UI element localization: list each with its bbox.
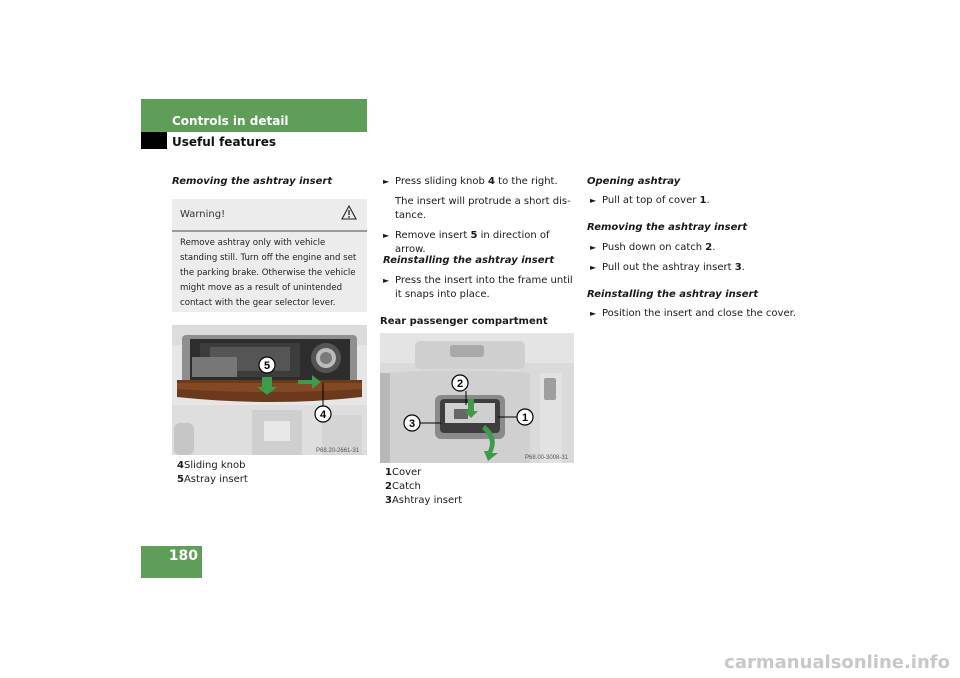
section-title: Controls in detail	[172, 114, 289, 128]
header-marker	[141, 132, 167, 149]
heading-opening-ashtray: Opening ashtray	[587, 176, 681, 187]
callout-3: 3	[408, 418, 416, 430]
step-push-catch: ► Push down on catch 2.	[590, 242, 716, 253]
image-code-2: P68.00-3008-31	[525, 455, 569, 461]
step-close-cover: ► Position the insert and close the cover.	[590, 308, 796, 319]
callout-5: 5	[263, 360, 271, 372]
warning-triangle-icon	[341, 205, 357, 220]
page-number: 180	[168, 548, 198, 564]
warning-text: Remove ashtray only with vehicle standing still. Turn off the engine and set the parking brake. Otherwise the vehicle might move as a result of unintended contact with the gear selector lever.	[180, 238, 357, 308]
section-subtitle: Useful features	[172, 135, 277, 149]
heading-removing-insert: Removing the ashtray insert	[172, 176, 333, 187]
rear-ashtray-image	[380, 333, 574, 463]
legend-col1	[177, 459, 248, 487]
col2-steps	[383, 175, 573, 257]
image-code-1: P68.20-2661-31	[316, 448, 360, 454]
legend-item: 2Catch	[385, 481, 421, 492]
heading-reinstall-1: Reinstalling the ashtray insert	[383, 255, 555, 266]
callout-2: 2	[456, 378, 464, 390]
legend-item: 1Cover	[385, 467, 422, 478]
heading-reinstall-2: Reinstalling the ashtray insert	[587, 289, 759, 300]
legend-item: 3Ashtray insert	[385, 495, 463, 506]
watermark: carmanualsonline.info	[724, 652, 950, 673]
heading-removing-insert-2: Removing the ashtray insert	[587, 222, 748, 233]
legend-item: 5Astray insert	[177, 474, 248, 485]
legend-item: 4Sliding knob	[177, 460, 246, 471]
warning-title: Warning!	[180, 209, 226, 220]
front-ashtray-image	[172, 325, 367, 455]
callout-1: 1	[521, 412, 529, 424]
step-remove-insert: ► Remove insert 5 in direction of arrow.	[383, 230, 550, 255]
heading-rear-compartment: Rear passenger compartment	[380, 316, 548, 327]
step-press-insert: ► Press the insert into the frame until it snaps into place.	[383, 275, 573, 300]
step-press-knob: ► Press sliding knob 4 to the right.	[383, 176, 558, 187]
step-note: The insert will protrude a short dis-tance.	[395, 196, 571, 221]
warning-divider	[172, 230, 367, 232]
col3-remove-steps	[590, 241, 790, 275]
step-pull-insert: ► Pull out the ashtray insert 3.	[590, 262, 745, 273]
callout-4: 4	[319, 409, 327, 421]
step-pull-cover: ► Pull at top of cover 1.	[590, 195, 710, 206]
legend-col2	[385, 466, 462, 508]
